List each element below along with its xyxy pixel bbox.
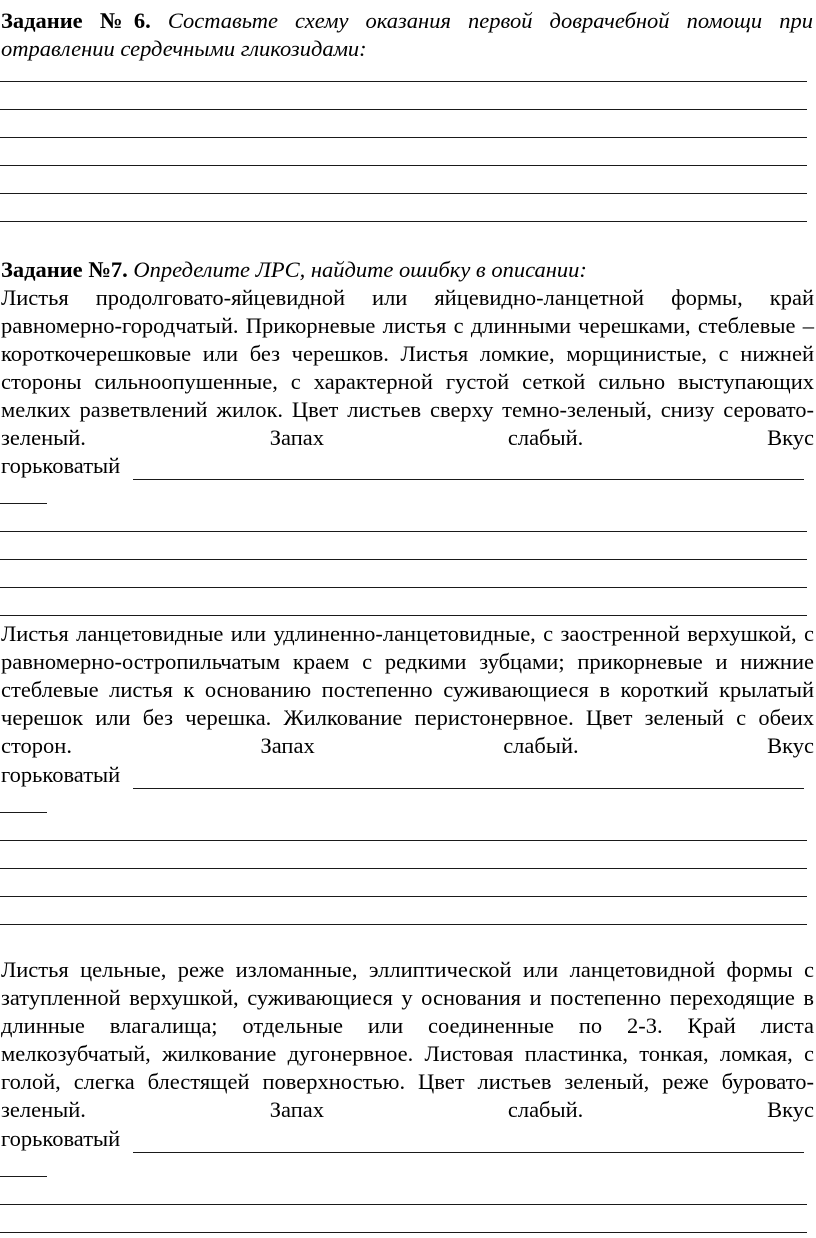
description-2 bbox=[1, 620, 814, 760]
answer-line[interactable] bbox=[0, 896, 807, 897]
task-6-heading bbox=[1, 7, 813, 63]
answer-line[interactable] bbox=[0, 559, 807, 560]
description-1 bbox=[1, 284, 814, 452]
answer-line[interactable] bbox=[0, 1176, 47, 1177]
answer-line[interactable] bbox=[0, 840, 807, 841]
answer-line[interactable] bbox=[133, 788, 804, 789]
answer-line[interactable] bbox=[0, 615, 807, 616]
answer-line[interactable] bbox=[0, 221, 807, 222]
description-1-text: Листья продолговато-яйцевидной или яйцевидно-ланцетной формы, край равномерно-городчатый. Прикорневые листья с длинными черешками, стеблевые – короткочерешковые или без черешков. Листья ломкие, морщинистые, с нижней стороны сильноопушенные, с характерной густой сеткой сильно выступающих мелких разветвлений жилок. Цвет листьев сверху темно-зеленый, снизу серовато-зеленый. Запах слабый. Вкус bbox=[1, 285, 814, 450]
answer-line[interactable] bbox=[0, 503, 47, 504]
answer-line[interactable] bbox=[0, 109, 807, 110]
description-3-text: Листья цельные, реже изломанные, эллиптической или ланцетовидной формы с затупленной верхушкой, суживающиеся у основания и постепенно переходящие в длинные влагалища; отдельные или соединенные по 2-3. Край листа мелкозубчатый, жилкование дугонервное. Листовая пластинка, тонкая, ломкая, с голой, слегка блестящей поверхностью. Цвет листьев зеленый, реже буровато-зеленый. Запах слабый. Вкус bbox=[1, 957, 814, 1122]
task-6-instruction: Составьте схему оказания первой доврачебной помощи при отравлении сердечными гликозидами: bbox=[1, 8, 813, 61]
task-7-label: Задание №7. bbox=[1, 257, 128, 282]
description-3 bbox=[1, 956, 814, 1124]
description-3-ending: горьковатый bbox=[1, 1126, 121, 1151]
answer-line[interactable] bbox=[133, 479, 804, 480]
description-1-ending: горьковатый bbox=[1, 453, 121, 478]
answer-line[interactable] bbox=[0, 165, 807, 166]
answer-line[interactable] bbox=[0, 81, 807, 82]
answer-line[interactable] bbox=[0, 1204, 807, 1205]
answer-line[interactable] bbox=[0, 587, 807, 588]
description-2-text: Листья ланцетовидные или удлиненно-ланцетовидные, с заостренной верхушкой, с равномерно-остропильчатым краем с редкими зубцами; прикорневые и нижние стеблевые листья к основанию постепенно суживающиеся в короткий крылатый черешок или без черешка. Жилкование перистонервное. Цвет зеленый с обеих сторон. Запах слабый. Вкус bbox=[1, 621, 814, 758]
answer-line[interactable] bbox=[0, 137, 807, 138]
answer-line[interactable] bbox=[0, 868, 807, 869]
answer-line[interactable] bbox=[0, 924, 807, 925]
task-6-label: Задание №6. bbox=[1, 8, 151, 33]
answer-line[interactable] bbox=[0, 193, 807, 194]
answer-line[interactable] bbox=[0, 531, 807, 532]
task-7-instruction: Определите ЛРС, найдите ошибку в описании: bbox=[133, 257, 587, 282]
answer-line[interactable] bbox=[0, 1232, 807, 1233]
task-7-heading bbox=[1, 256, 813, 284]
description-2-ending: горьковатый bbox=[1, 762, 121, 787]
answer-line[interactable] bbox=[133, 1152, 804, 1153]
answer-line[interactable] bbox=[0, 812, 47, 813]
